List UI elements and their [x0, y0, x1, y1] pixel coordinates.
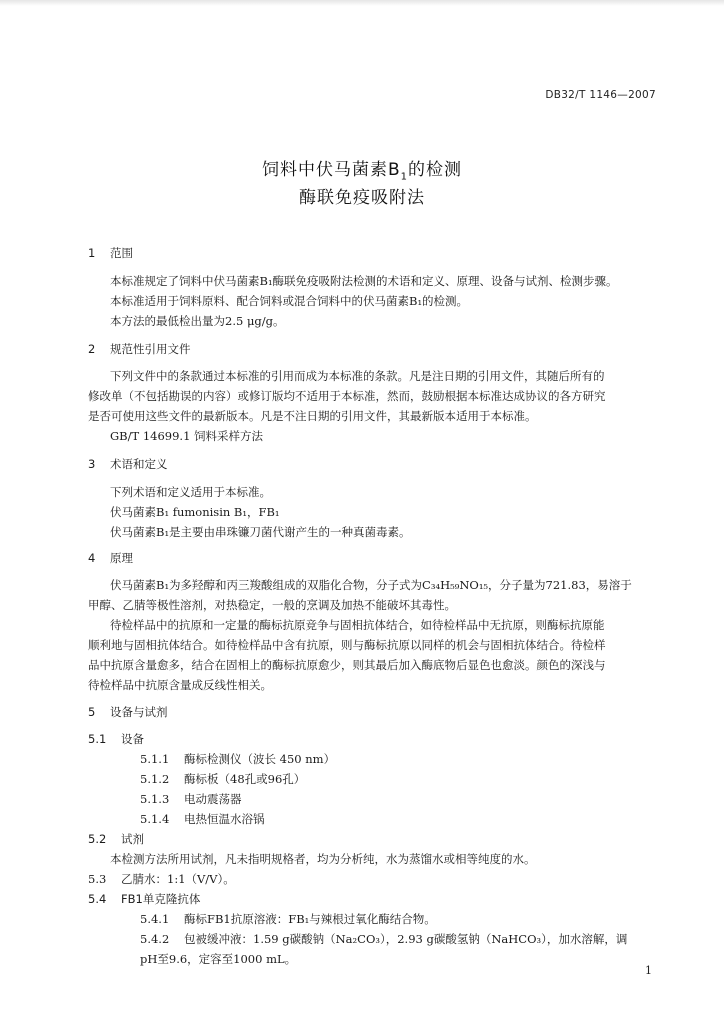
section-4-paragraph-line: 待检样品中抗原含量成反线性相关。 [88, 678, 272, 692]
equipment-item: 5.1.2 酶标板（48孔或96孔） [140, 772, 306, 786]
normative-reference: GB/T 14699.1 饲料采样方法 [110, 429, 264, 443]
page-number: 1 [645, 964, 652, 977]
section-2-heading: 2 规范性引用文件 [88, 342, 191, 356]
section-4-paragraph-line: 待检样品中的抗原和一定量的酶标抗原竞争与固相抗体结合，如待检样品中无抗原，则酶标抗原能 [110, 618, 605, 632]
reagent-item: 5.4.1 酶标FB1抗原溶液：FB₁与辣根过氧化酶结合物。 [140, 912, 436, 926]
section-5-2-text: 本检测方法所用试剂，凡未指明规格者，均为分析纯，水为蒸馏水或相等纯度的水。 [110, 852, 536, 866]
section-2-paragraph-line: 修改单（不包括勘误的内容）或修订版均不适用于本标准，然而，鼓励根据本标准达成协议的各方研究 [88, 389, 606, 403]
document-title-line1: 饲料中伏马菌素$B_1$的检测 [261, 160, 463, 183]
section-2-paragraph-line: 是否可使用这些文件的最新版本。凡是不注日期的引用文件，其最新版本适用于本标准。 [88, 409, 537, 423]
section-5-1-heading: 5.1 设备 [88, 732, 144, 746]
section-4-paragraph-line: 顺利地与固相抗体结合。如待检样品中含有抗原，则与酶标抗原以同样的机会与固相抗体结合。待检样 [88, 638, 606, 652]
section-4-paragraph-line: 品中抗原含量愈多，结合在固相上的酶标抗原愈少，则其最后加入酶底物后显色也愈淡。颜色的深浅与 [88, 658, 606, 672]
section-5-4-heading: 5.4 FB1单克隆抗体 [88, 892, 201, 906]
section-3-heading: 3 术语和定义 [88, 457, 168, 471]
section-1-paragraph-2: 本标准适用于饲料原料、配合饲料或混合饲料中的伏马菌素B₁的检测。 [110, 294, 469, 308]
term-entry: 伏马菌素B₁ fumonisin B₁，FB₁ [110, 505, 280, 519]
section-3-paragraph: 下列术语和定义适用于本标准。 [110, 485, 271, 499]
equipment-item: 5.1.4 电热恒温水浴锅 [140, 812, 265, 826]
reagent-item-continuation: pH至9.6，定容至1000 mL。 [140, 952, 297, 966]
section-5-2-heading: 5.2 试剂 [88, 832, 144, 846]
equipment-item: 5.1.3 电动震荡器 [140, 792, 242, 806]
term-definition: 伏马菌素B₁是主要由串珠镰刀菌代谢产生的一种真菌毒素。 [110, 525, 411, 539]
section-1-paragraph-1: 本标准规定了饲料中伏马菌素B₁酶联免疫吸附法检测的术语和定义、原理、设备与试剂、检测步骤。 [110, 274, 618, 288]
document-title-line2: 酶联免疫吸附法 [299, 188, 425, 208]
section-1-paragraph-3: 本方法的最低检出量为2.5 μg/g。 [110, 314, 285, 328]
standard-number: DB32/T 1146—2007 [545, 89, 656, 101]
scan-edge [0, 0, 724, 6]
section-2-paragraph-line: 下列文件中的条款通过本标准的引用而成为本标准的条款。凡是注日期的引用文件，其随后所有的 [110, 369, 605, 383]
section-4-heading: 4 原理 [88, 551, 133, 565]
section-1-heading: 1 范围 [88, 246, 133, 260]
equipment-item: 5.1.1 酶标检测仪（波长 450 nm） [140, 752, 336, 766]
section-4-paragraph-line: 伏马菌素B₁为多羟醇和丙三羧酸组成的双脂化合物，分子式为C₃₄H₅₉NO₁₅，分子量为721.83，易溶于 [110, 578, 632, 592]
section-5-heading: 5 设备与试剂 [88, 705, 168, 719]
reagent-item: 5.4.2 包被缓冲液：1.59 g碳酸钠（Na₂CO₃），2.93 g碳酸氢钠（NaHCO₃），加水溶解，调 [140, 932, 628, 946]
section-4-paragraph-line: 甲醇、乙腈等极性溶剂，对热稳定，一般的烹调及加热不能破坏其毒性。 [88, 598, 456, 612]
section-5-3: 5.3 乙腈水：1:1（V/V）。 [88, 872, 235, 886]
